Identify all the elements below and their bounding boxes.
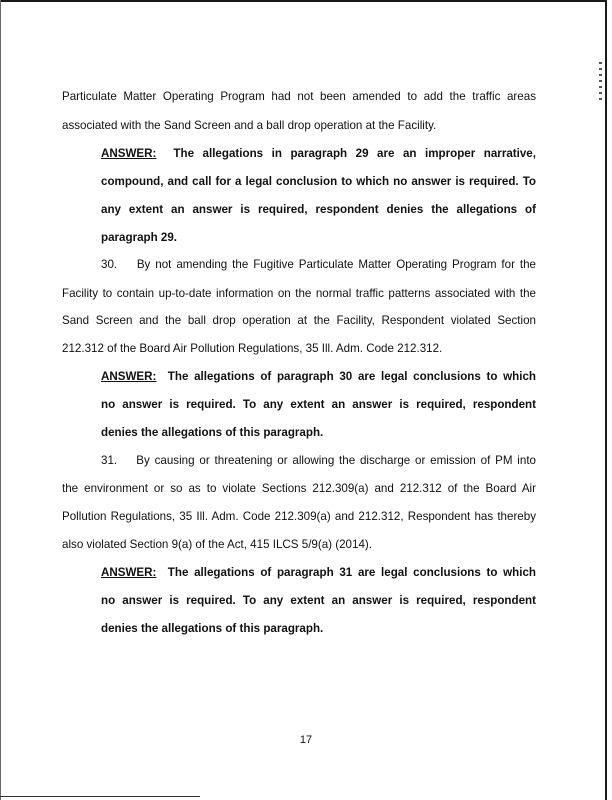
answer-label: ANSWER:: [101, 370, 157, 383]
paragraph-29-line: associated with the Sand Screen and a ball drop operation at the Facility.: [62, 119, 437, 132]
answer-label: ANSWER:: [101, 147, 157, 160]
answer-label: ANSWER:: [101, 566, 157, 579]
scan-border-top: [0, 0, 607, 2]
paragraph-30-line: 30. By not amending the Fugitive Particulate Matter Operating Program for the: [101, 258, 536, 271]
answer-30-line: ANSWER: The allegations of paragraph 30 are legal conclusions to which: [101, 370, 536, 383]
answer-29-line: any extent an answer is required, respondent denies the allegations of: [101, 203, 536, 216]
answer-30-line: denies the allegations of this paragraph.: [101, 426, 324, 439]
answer-29-line: compound, and call for a legal conclusion to which no answer is required. To: [101, 175, 536, 188]
answer-29-line: paragraph 29.: [101, 231, 178, 244]
paragraph-31-line: also violated Section 9(a) of the Act, 415 ILCS 5/9(a) (2014).: [62, 538, 372, 551]
answer-31-line: no answer is required. To any extent an answer is required, respondent: [101, 594, 536, 607]
paragraph-31-line: the environment or so as to violate Sections 212.309(a) and 212.312 of the Board Air: [62, 482, 536, 495]
paragraph-number: 31.: [101, 454, 118, 467]
paragraph-30-line: Sand Screen and the ball drop operation at the Facility, Respondent violated Section: [62, 314, 536, 327]
paragraph-30-line: 212.312 of the Board Air Pollution Regulations, 35 Ill. Adm. Code 212.312.: [62, 342, 443, 355]
answer-31-line: ANSWER: The allegations of paragraph 31 are legal conclusions to which: [101, 566, 536, 579]
paragraph-29-line: Particulate Matter Operating Program had not been amended to add the traffic areas: [62, 90, 536, 103]
paragraph-31-line: 31. By causing or threatening or allowing the discharge or emission of PM into: [101, 454, 536, 467]
answer-29-line: ANSWER: The allegations in paragraph 29 are an improper narrative,: [101, 147, 536, 160]
answer-31-line: denies the allegations of this paragraph.: [101, 622, 324, 635]
paragraph-31-line: Pollution Regulations, 35 Ill. Adm. Code 212.309(a) and 212.312, Respondent has thereby: [62, 510, 536, 523]
answer-30-line: no answer is required. To any extent an answer is required, respondent: [101, 398, 536, 411]
scan-border-left: [0, 0, 1, 800]
paragraph-30-line: Facility to contain up-to-date information on the normal traffic patterns associated with the: [62, 287, 536, 300]
scan-border-bottom: [0, 796, 200, 797]
scan-border-right: [605, 0, 607, 800]
page-number: 17: [299, 734, 313, 746]
margin-marks: [599, 62, 602, 100]
paragraph-number: 30.: [101, 258, 118, 271]
